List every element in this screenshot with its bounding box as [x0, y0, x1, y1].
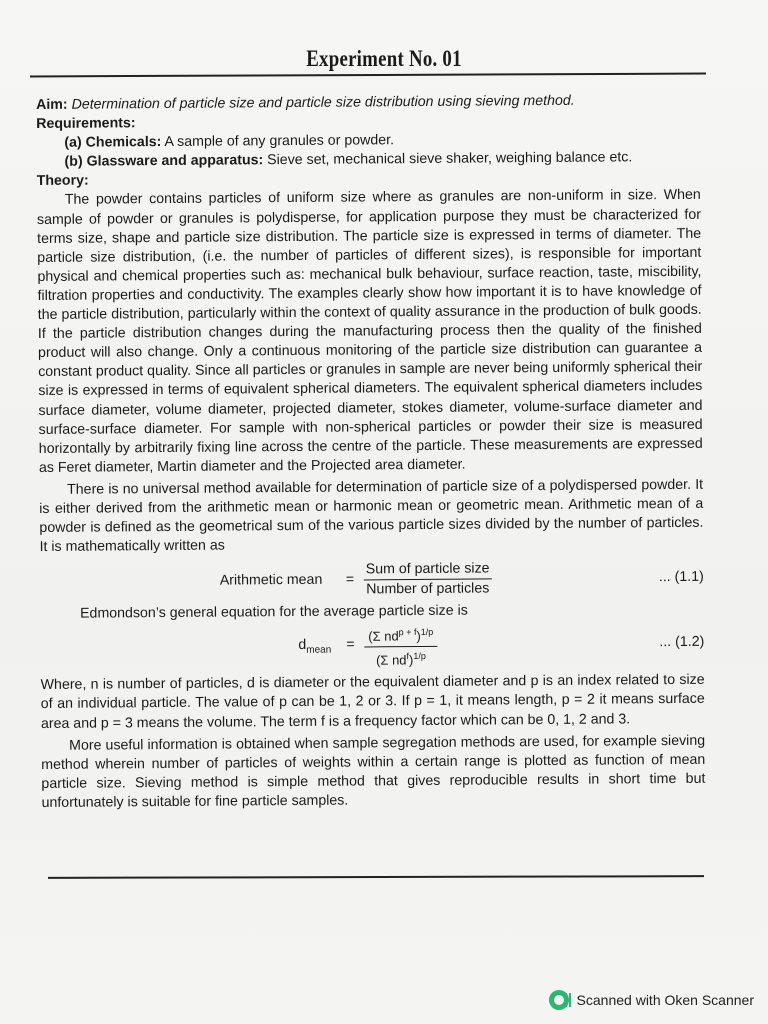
theory-paragraph-3: Where, n is number of particles, d is diameter or the equivalent diameter and p is an index related to size of an individual particle. The value of p can be 1, 2 or 3. If p = 1, it means length, p = 2 it means surface area and p = 3 means the volume. The term f is a frequency factor which can be 0, 1, 2 and 3.	[40, 672, 705, 732]
equation-arithmetic-mean	[40, 558, 704, 601]
requirement-text: A sample of any granules or powder.	[164, 132, 395, 151]
equation-lhs: $d_{mean}$	[298, 637, 332, 657]
edmondson-intro: Edmondson’s general equation for the average particle size is	[80, 602, 468, 622]
theory-paragraph-2: There is no universal method available for determination of particle size of a polydispersed powder. It is either derived from the arithmetic mean or harmonic mean or geometric mean. Arithmetic mean of a powder is defined as the geometrical sum of the various particle sizes divided by the number of particles. It is mathematically written as	[39, 476, 704, 556]
title-divider	[30, 73, 706, 78]
equation-edmondson	[40, 621, 704, 670]
equals-sign: =	[346, 636, 355, 653]
equation-fraction	[364, 560, 492, 600]
fraction-denominator: (Σ $nd^f)^{1/p}$	[376, 650, 426, 668]
fraction-numerator: (Σ $nd^{p + f})^{1/p}$	[364, 623, 437, 647]
page-title: Experiment No. 01	[306, 46, 462, 71]
requirement-label: (a) Chemicals:	[64, 134, 162, 151]
aim-text: Determination of particle size and particle size distribution using sieving method.	[71, 92, 575, 113]
bottom-divider	[48, 875, 704, 879]
fraction-denominator: Number of particles	[366, 580, 490, 598]
equation-number: ... (1.2)	[659, 634, 705, 651]
watermark-text: Scanned with Oken Scanner	[576, 992, 754, 1008]
requirements-heading: Requirements:	[36, 115, 136, 133]
theory-paragraph-4: More useful information is obtained when sample segregation methods are used, for example sieving method wherein number of particles of weights within a certain range is plotted as function of mean particle size. Sieving method is simple method that gives reproducible results in short time but unfortunately is suitable for fine particle samples.	[41, 732, 706, 811]
aim-label: Aim:	[36, 96, 68, 113]
document-body	[36, 91, 706, 813]
requirement-label: (b) Glassware and apparatus:	[64, 152, 264, 171]
requirement-text: Sieve set, mechanical sieve shaker, weighing balance etc.	[267, 149, 633, 169]
theory-paragraph-1: The powder contains particles of uniform size where as granules are non-uniform in size. When sample of powder or granules is polydisperse, for application purpose they must be characterized for terms size, shape and particle size distribution. The particle size is expressed in terms of diameter. The particle size distribution, (i.e. the number of particles of different sizes), is responsible for important physical and chemical properties such as: mechanical bulk behaviour, surface reaction, taste, miscibility, filtration properties and conductivity. The examples clearly show how important it is to have knowledge of the particle distribution, particularly within the context of quality assurance in the production of bulk goods. If the particle distribution changes during the manufacturing process then the quality of the finished product will also change. Only a continuous monitoring of the particle size distribution can guarantee a constant product quality. Since all particles or granules in sample are never being uniformly spherical their size is expressed in terms of equivalent spherical diameters. The equivalent spherical diameters includes surface diameter, volume diameter, projected diameter, stokes diameter, volume-surface diameter and surface-surface diameter. For sample with non-spherical particles or powder their size is measured horizontally by arbitrarily fixing line across the centre of the particle. These measurements are expressed as Feret diameter, Martin diameter and the Projected area diameter.	[36, 187, 703, 476]
scanner-watermark	[549, 990, 754, 1010]
equation-fraction	[364, 623, 437, 669]
equals-sign: =	[345, 571, 355, 588]
fraction-numerator: Sum of particle size	[364, 560, 492, 581]
oken-scanner-logo-icon	[549, 990, 569, 1010]
equation-lhs: Arithmetic mean	[219, 572, 323, 589]
theory-heading: Theory:	[36, 172, 89, 190]
equation-number: ... (1.1)	[658, 569, 704, 586]
